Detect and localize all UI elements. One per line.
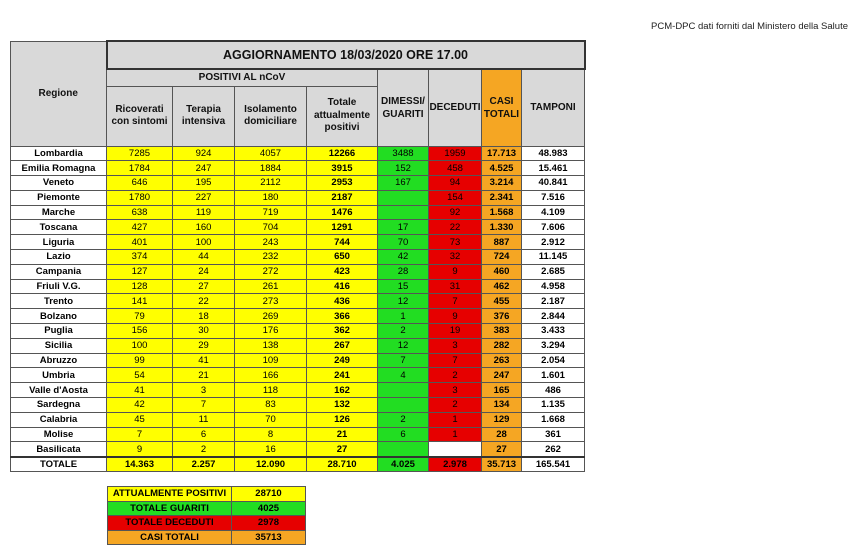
cell-casi: 724 [482, 250, 522, 265]
cell-isolamento: 243 [235, 235, 307, 250]
table-row [11, 294, 585, 309]
cell-totale: 241 [307, 368, 378, 383]
cell-ricoverati: 646 [107, 176, 173, 191]
summary-value: 4025 [232, 501, 306, 516]
table-row [11, 146, 585, 161]
cell-totale: 362 [307, 324, 378, 339]
totals-dimessi: 4.025 [378, 457, 429, 472]
cell-ricoverati: 127 [107, 264, 173, 279]
cell-dimessi: 42 [378, 250, 429, 265]
cell-isolamento: 16 [235, 442, 307, 457]
cell-deceduti: 1959 [429, 146, 482, 161]
cell-dimessi [378, 442, 429, 457]
table-row [11, 264, 585, 279]
cell-casi: 263 [482, 353, 522, 368]
summary-row-deceduti [108, 516, 306, 531]
cell-isolamento: 1884 [235, 161, 307, 176]
cell-totale: 162 [307, 383, 378, 398]
totals-casi: 35.713 [482, 457, 522, 472]
cell-regione: Emilia Romagna [11, 161, 107, 176]
cell-regione: Lombardia [11, 146, 107, 161]
table-row [11, 161, 585, 176]
cell-tamponi: 2.844 [522, 309, 585, 324]
cell-tamponi: 4.958 [522, 279, 585, 294]
cell-isolamento: 4057 [235, 146, 307, 161]
summary-label: ATTUALMENTE POSITIVI [108, 487, 232, 502]
cell-casi: 17.713 [482, 146, 522, 161]
cell-ricoverati: 54 [107, 368, 173, 383]
cell-ricoverati: 45 [107, 412, 173, 427]
cell-deceduti: 7 [429, 294, 482, 309]
cell-regione: Sardegna [11, 398, 107, 413]
cell-ricoverati: 374 [107, 250, 173, 265]
cell-casi: 134 [482, 398, 522, 413]
summary-row-casi [108, 530, 306, 545]
summary-value: 35713 [232, 530, 306, 545]
cell-regione: Valle d'Aosta [11, 383, 107, 398]
cell-ricoverati: 100 [107, 338, 173, 353]
table-row [11, 190, 585, 205]
cell-ricoverati: 9 [107, 442, 173, 457]
cell-dimessi: 2 [378, 412, 429, 427]
cell-deceduti: 73 [429, 235, 482, 250]
table-row [11, 220, 585, 235]
cell-totale: 416 [307, 279, 378, 294]
cell-ricoverati: 99 [107, 353, 173, 368]
table-row [11, 383, 585, 398]
cell-isolamento: 138 [235, 338, 307, 353]
cell-isolamento: 176 [235, 324, 307, 339]
cell-tamponi: 4.109 [522, 205, 585, 220]
cell-totale: 366 [307, 309, 378, 324]
cell-terapia: 30 [173, 324, 235, 339]
totals-row [11, 457, 585, 472]
cell-terapia: 29 [173, 338, 235, 353]
cell-totale: 650 [307, 250, 378, 265]
cell-dimessi [378, 205, 429, 220]
cell-deceduti: 31 [429, 279, 482, 294]
cell-ricoverati: 7 [107, 427, 173, 442]
cell-totale: 126 [307, 412, 378, 427]
cell-casi: 282 [482, 338, 522, 353]
cell-regione: Umbria [11, 368, 107, 383]
cell-deceduti [429, 442, 482, 457]
cell-dimessi [378, 383, 429, 398]
table-row [11, 176, 585, 191]
cell-deceduti: 94 [429, 176, 482, 191]
cell-dimessi: 6 [378, 427, 429, 442]
cell-terapia: 22 [173, 294, 235, 309]
table-row [11, 309, 585, 324]
cell-terapia: 195 [173, 176, 235, 191]
cell-terapia: 6 [173, 427, 235, 442]
cell-deceduti: 9 [429, 309, 482, 324]
cell-regione: Calabria [11, 412, 107, 427]
cell-terapia: 27 [173, 279, 235, 294]
cell-terapia: 924 [173, 146, 235, 161]
table-row [11, 205, 585, 220]
cell-ricoverati: 427 [107, 220, 173, 235]
cell-tamponi: 2.685 [522, 264, 585, 279]
cell-isolamento: 70 [235, 412, 307, 427]
cell-tamponi: 11.145 [522, 250, 585, 265]
cell-deceduti: 22 [429, 220, 482, 235]
cell-deceduti: 458 [429, 161, 482, 176]
table-row [11, 353, 585, 368]
summary-row-positivi [108, 487, 306, 502]
cell-deceduti: 154 [429, 190, 482, 205]
cell-dimessi: 12 [378, 294, 429, 309]
cell-totale: 1476 [307, 205, 378, 220]
totals-label: TOTALE [11, 457, 107, 472]
regional-cases-table [10, 40, 586, 472]
cell-deceduti: 2 [429, 368, 482, 383]
cell-totale: 1291 [307, 220, 378, 235]
table-row [11, 412, 585, 427]
cell-tamponi: 40.841 [522, 176, 585, 191]
cell-tamponi: 3.433 [522, 324, 585, 339]
cell-ricoverati: 7285 [107, 146, 173, 161]
cell-tamponi: 7.606 [522, 220, 585, 235]
cell-deceduti: 3 [429, 338, 482, 353]
header-deceduti: DECEDUTI [429, 69, 482, 146]
cell-dimessi: 12 [378, 338, 429, 353]
cell-ricoverati: 401 [107, 235, 173, 250]
cell-regione: Veneto [11, 176, 107, 191]
summary-row-guariti [108, 501, 306, 516]
cell-casi: 165 [482, 383, 522, 398]
cell-casi: 1.568 [482, 205, 522, 220]
cell-tamponi: 7.516 [522, 190, 585, 205]
cell-totale: 12266 [307, 146, 378, 161]
cell-totale: 21 [307, 427, 378, 442]
cell-ricoverati: 1780 [107, 190, 173, 205]
cell-casi: 3.214 [482, 176, 522, 191]
cell-totale: 267 [307, 338, 378, 353]
cell-dimessi: 15 [378, 279, 429, 294]
cell-tamponi: 1.601 [522, 368, 585, 383]
summary-label: TOTALE DECEDUTI [108, 516, 232, 531]
cell-ricoverati: 128 [107, 279, 173, 294]
cell-casi: 27 [482, 442, 522, 457]
cell-casi: 129 [482, 412, 522, 427]
cell-totale: 3915 [307, 161, 378, 176]
cell-regione: Bolzano [11, 309, 107, 324]
cell-dimessi: 28 [378, 264, 429, 279]
cell-terapia: 3 [173, 383, 235, 398]
cell-dimessi: 7 [378, 353, 429, 368]
cell-dimessi: 167 [378, 176, 429, 191]
cell-tamponi: 3.294 [522, 338, 585, 353]
cell-terapia: 18 [173, 309, 235, 324]
cell-casi: 376 [482, 309, 522, 324]
cell-totale: 249 [307, 353, 378, 368]
summary-value: 28710 [232, 487, 306, 502]
cell-regione: Sicilia [11, 338, 107, 353]
summary-label: TOTALE GUARITI [108, 501, 232, 516]
cell-casi: 383 [482, 324, 522, 339]
cell-deceduti: 7 [429, 353, 482, 368]
header-dimessi: DIMESSI/ GUARITI [378, 69, 429, 146]
totals-tamponi: 165.541 [522, 457, 585, 472]
cell-casi: 28 [482, 427, 522, 442]
cell-isolamento: 109 [235, 353, 307, 368]
cell-isolamento: 118 [235, 383, 307, 398]
cell-deceduti: 1 [429, 412, 482, 427]
header-terapia: Terapia intensiva [173, 86, 235, 146]
cell-tamponi: 262 [522, 442, 585, 457]
cell-deceduti: 2 [429, 398, 482, 413]
cell-regione: Friuli V.G. [11, 279, 107, 294]
table-body [11, 146, 585, 457]
table-row [11, 442, 585, 457]
cell-dimessi: 4 [378, 368, 429, 383]
header-ricoverati: Ricoverati con sintomi [107, 86, 173, 146]
source-note: PCM-DPC dati forniti dal Ministero della Salute [651, 21, 848, 32]
header-regione: Regione [11, 41, 107, 146]
cell-ricoverati: 79 [107, 309, 173, 324]
cell-isolamento: 272 [235, 264, 307, 279]
cell-tamponi: 361 [522, 427, 585, 442]
cell-totale: 2187 [307, 190, 378, 205]
cell-terapia: 11 [173, 412, 235, 427]
cell-isolamento: 261 [235, 279, 307, 294]
cell-casi: 4.525 [482, 161, 522, 176]
totals-terapia: 2.257 [173, 457, 235, 472]
header-tamponi: TAMPONI [522, 69, 585, 146]
cell-casi: 455 [482, 294, 522, 309]
cell-ricoverati: 41 [107, 383, 173, 398]
cell-isolamento: 83 [235, 398, 307, 413]
cell-terapia: 2 [173, 442, 235, 457]
cell-casi: 462 [482, 279, 522, 294]
cell-regione: Trento [11, 294, 107, 309]
summary-value: 2978 [232, 516, 306, 531]
cell-terapia: 100 [173, 235, 235, 250]
cell-regione: Piemonte [11, 190, 107, 205]
cell-dimessi: 17 [378, 220, 429, 235]
cell-regione: Campania [11, 264, 107, 279]
cell-tamponi: 486 [522, 383, 585, 398]
cell-terapia: 7 [173, 398, 235, 413]
table-row [11, 235, 585, 250]
cell-dimessi [378, 190, 429, 205]
cell-ricoverati: 638 [107, 205, 173, 220]
cell-ricoverati: 156 [107, 324, 173, 339]
cell-terapia: 44 [173, 250, 235, 265]
cell-terapia: 247 [173, 161, 235, 176]
cell-deceduti: 1 [429, 427, 482, 442]
cell-ricoverati: 1784 [107, 161, 173, 176]
cell-terapia: 41 [173, 353, 235, 368]
cell-terapia: 119 [173, 205, 235, 220]
cell-ricoverati: 141 [107, 294, 173, 309]
cell-regione: Toscana [11, 220, 107, 235]
cell-tamponi: 2.187 [522, 294, 585, 309]
cell-casi: 887 [482, 235, 522, 250]
cell-isolamento: 232 [235, 250, 307, 265]
header-positivi-group: POSITIVI AL nCoV [107, 69, 378, 86]
cell-dimessi: 152 [378, 161, 429, 176]
summary-label: CASI TOTALI [108, 530, 232, 545]
cell-tamponi: 48.983 [522, 146, 585, 161]
table-row [11, 338, 585, 353]
cell-regione: Lazio [11, 250, 107, 265]
header-isolamento: Isolamento domiciliare [235, 86, 307, 146]
cell-tamponi: 2.054 [522, 353, 585, 368]
cell-totale: 436 [307, 294, 378, 309]
cell-totale: 132 [307, 398, 378, 413]
cell-regione: Liguria [11, 235, 107, 250]
cell-tamponi: 1.135 [522, 398, 585, 413]
table-row [11, 427, 585, 442]
cell-totale: 423 [307, 264, 378, 279]
cell-regione: Molise [11, 427, 107, 442]
totals-deceduti: 2.978 [429, 457, 482, 472]
totals-isolamento: 12.090 [235, 457, 307, 472]
cell-casi: 247 [482, 368, 522, 383]
cell-regione: Puglia [11, 324, 107, 339]
cell-regione: Basilicata [11, 442, 107, 457]
table-row [11, 250, 585, 265]
cell-tamponi: 1.668 [522, 412, 585, 427]
summary-table [107, 486, 306, 545]
cell-isolamento: 180 [235, 190, 307, 205]
cell-ricoverati: 42 [107, 398, 173, 413]
cell-regione: Abruzzo [11, 353, 107, 368]
cell-deceduti: 92 [429, 205, 482, 220]
cell-dimessi: 1 [378, 309, 429, 324]
cell-terapia: 160 [173, 220, 235, 235]
table-row [11, 398, 585, 413]
cell-totale: 2953 [307, 176, 378, 191]
table-title: AGGIORNAMENTO 18/03/2020 ORE 17.00 [107, 41, 585, 69]
cell-isolamento: 8 [235, 427, 307, 442]
header-totale-positivi: Totale attualmente positivi [307, 86, 378, 146]
cell-casi: 2.341 [482, 190, 522, 205]
table-row [11, 368, 585, 383]
cell-tamponi: 15.461 [522, 161, 585, 176]
cell-isolamento: 2112 [235, 176, 307, 191]
cell-isolamento: 166 [235, 368, 307, 383]
cell-totale: 27 [307, 442, 378, 457]
totals-totale: 28.710 [307, 457, 378, 472]
cell-terapia: 24 [173, 264, 235, 279]
table-row [11, 324, 585, 339]
cell-terapia: 21 [173, 368, 235, 383]
cell-terapia: 227 [173, 190, 235, 205]
cell-dimessi: 70 [378, 235, 429, 250]
cell-dimessi [378, 398, 429, 413]
header-casi-totali: CASI TOTALI [482, 69, 522, 146]
cell-deceduti: 3 [429, 383, 482, 398]
cell-deceduti: 32 [429, 250, 482, 265]
cell-isolamento: 269 [235, 309, 307, 324]
cell-regione: Marche [11, 205, 107, 220]
cell-casi: 1.330 [482, 220, 522, 235]
cell-dimessi: 3488 [378, 146, 429, 161]
cell-totale: 744 [307, 235, 378, 250]
cell-deceduti: 9 [429, 264, 482, 279]
cell-dimessi: 2 [378, 324, 429, 339]
cell-casi: 460 [482, 264, 522, 279]
cell-isolamento: 273 [235, 294, 307, 309]
totals-ricoverati: 14.363 [107, 457, 173, 472]
cell-isolamento: 704 [235, 220, 307, 235]
table-row [11, 279, 585, 294]
cell-isolamento: 719 [235, 205, 307, 220]
cell-deceduti: 19 [429, 324, 482, 339]
cell-tamponi: 2.912 [522, 235, 585, 250]
